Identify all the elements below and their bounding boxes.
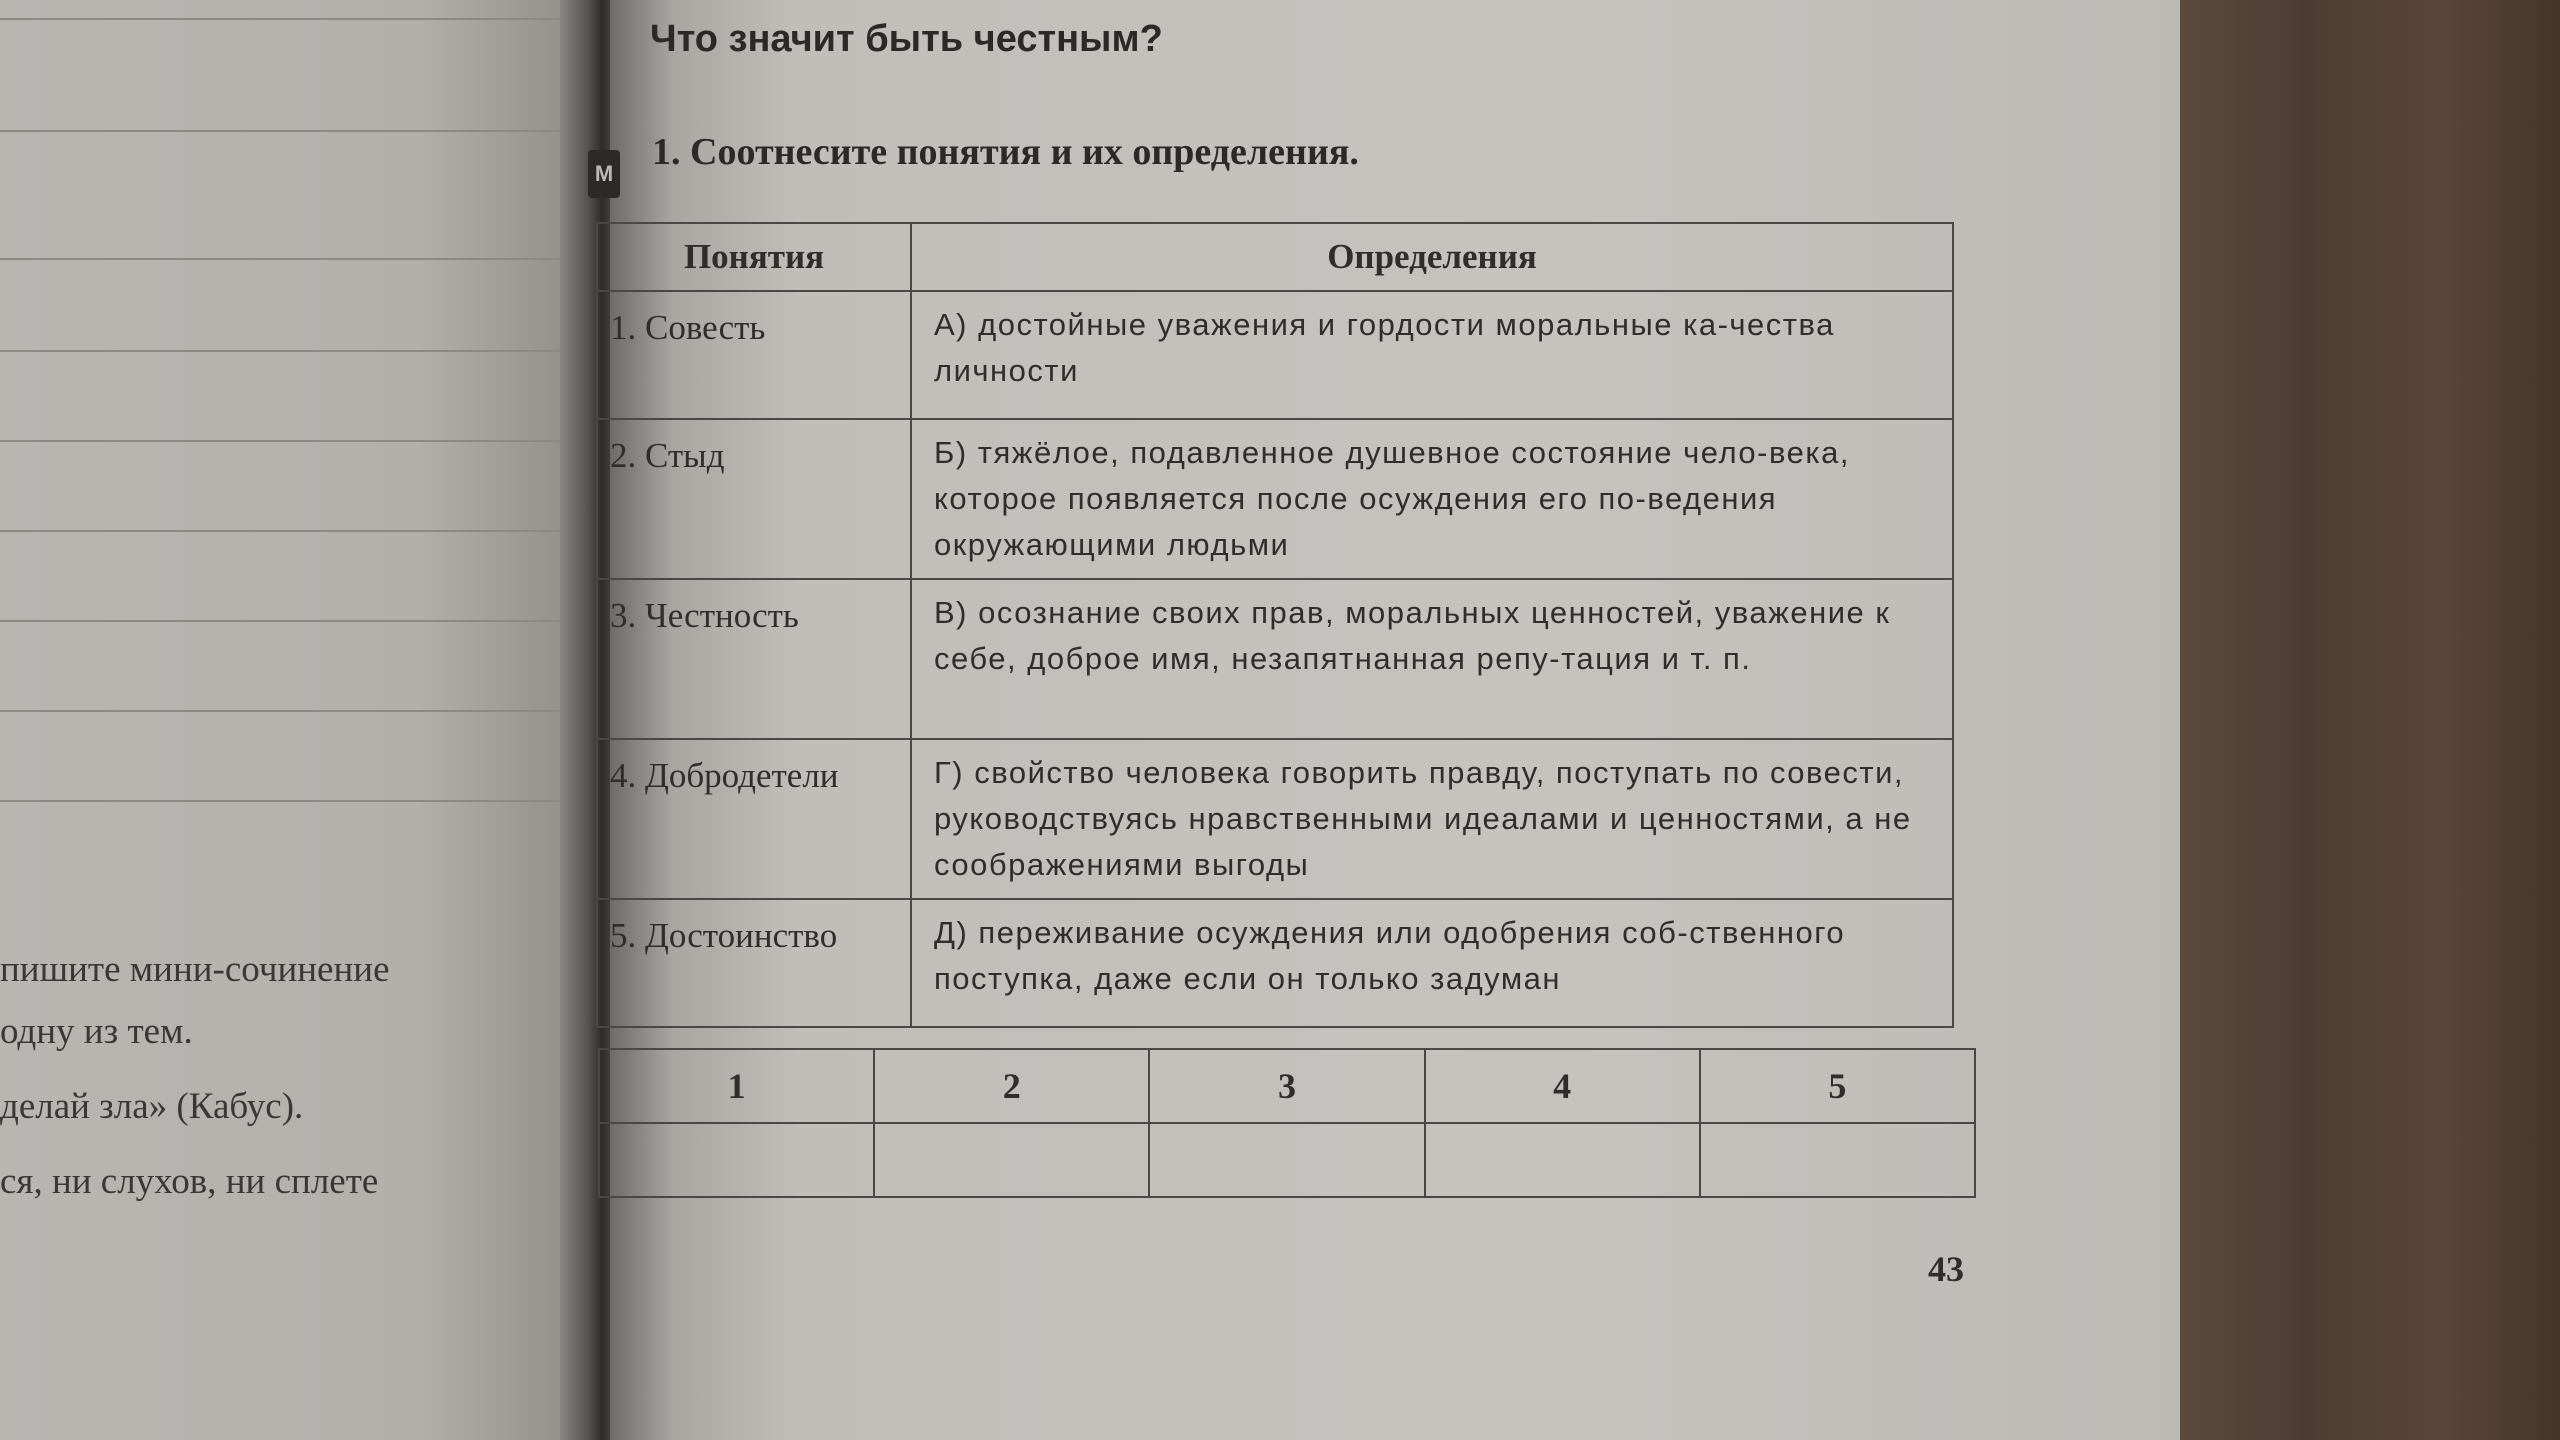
concept-cell: 1. Совесть <box>597 291 911 419</box>
answer-number: 1 <box>599 1049 874 1123</box>
definition-cell: Г) свойство человека говорить правду, поступать по совести, руководствуясь нравственными идеалами и ценностями, а не соображениями выгоды <box>911 739 1953 899</box>
page-number: 43 <box>1928 1249 1964 1289</box>
definition-cell: Д) переживание осуждения или одобрения соб-ственного поступка, даже если он только задуман <box>911 899 1953 1027</box>
answer-number: 2 <box>874 1049 1149 1123</box>
column-header-definitions: Определения <box>911 223 1953 291</box>
table-row <box>597 291 1953 419</box>
answer-number: 5 <box>1700 1049 1975 1123</box>
table-row <box>597 419 1953 579</box>
column-header-concepts: Понятия <box>597 223 911 291</box>
concept-cell: 3. Честность <box>597 579 911 739</box>
answer-cell[interactable] <box>874 1123 1149 1197</box>
table-row <box>597 899 1953 1027</box>
concept-cell: 4. Добродетели <box>597 739 911 899</box>
answer-number: 4 <box>1425 1049 1700 1123</box>
left-page-line: делай зла» (Кабус). <box>0 1086 304 1127</box>
task-heading: 1. Соотнесите понятия и их определения. <box>652 131 1359 173</box>
answer-cell[interactable] <box>1425 1123 1700 1197</box>
answer-cell[interactable] <box>599 1123 874 1197</box>
answer-input-row <box>599 1123 1975 1197</box>
matching-table <box>596 222 1954 1028</box>
definition-cell: В) осознание своих прав, моральных ценностей, уважение к себе, доброе имя, незапятнанная репу-тация и т. п. <box>911 579 1953 739</box>
left-page-line: пишите мини-сочинение <box>0 949 390 990</box>
definition-cell: Б) тяжёлое, подавленное душевное состояние чело-века, которое появляется после осуждения его по-ведения окружающими людьми <box>911 419 1953 579</box>
left-page <box>0 0 590 1440</box>
concept-cell: 5. Достоинство <box>597 899 911 1027</box>
answer-grid <box>598 1048 1976 1198</box>
left-page-line: ся, ни слухов, ни сплете <box>0 1161 379 1202</box>
left-page-line: одну из тем. <box>0 1011 193 1052</box>
page-title: Что значит быть честным? <box>650 18 1163 60</box>
table-surface <box>2170 0 2560 1440</box>
table-row <box>597 739 1953 899</box>
answer-cell[interactable] <box>1149 1123 1424 1197</box>
answer-number-row <box>599 1049 1975 1123</box>
concept-cell: 2. Стыд <box>597 419 911 579</box>
task-badge-icon: М <box>588 150 620 198</box>
table-header-row <box>597 223 1953 291</box>
table-row <box>597 579 1953 739</box>
answer-number: 3 <box>1149 1049 1424 1123</box>
answer-cell[interactable] <box>1700 1123 1975 1197</box>
definition-cell: А) достойные уважения и гордости моральные ка-чества личности <box>911 291 1953 419</box>
